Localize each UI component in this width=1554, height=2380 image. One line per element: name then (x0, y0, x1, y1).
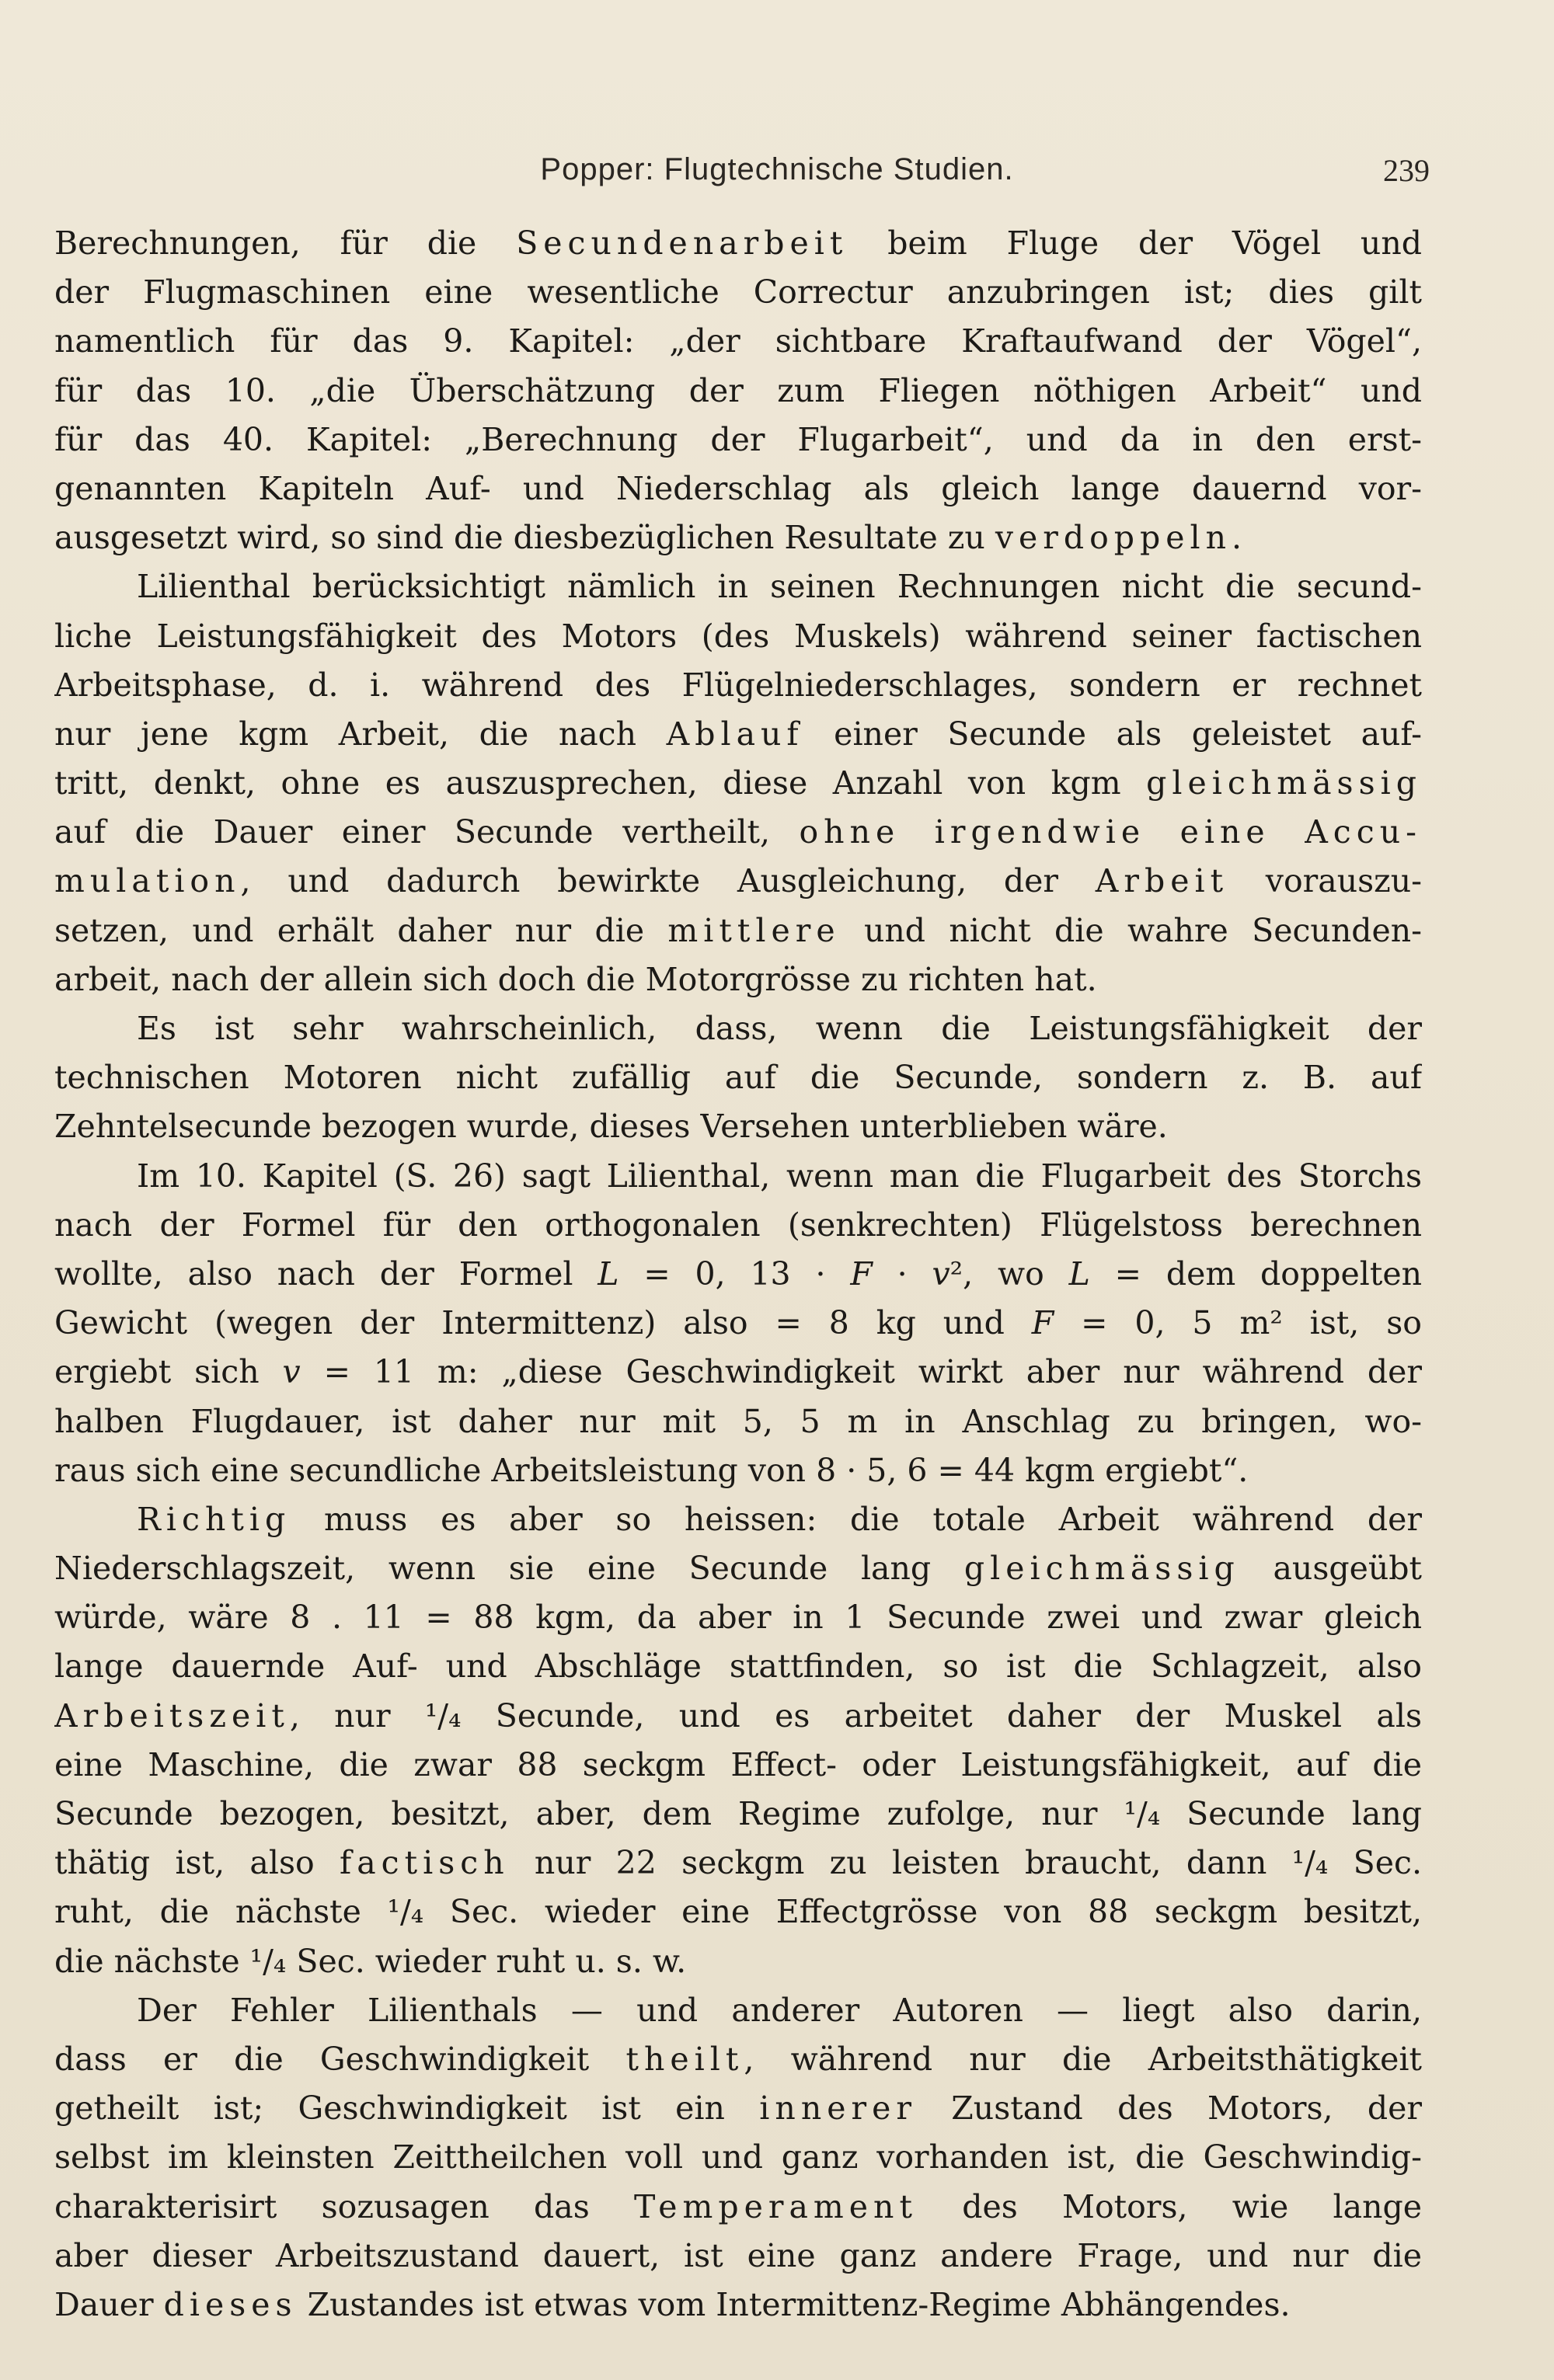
text-line: raus sich eine secundliche Arbeitsleistung von 8 · 5, 6 = 44 kgm ergiebt“. (54, 1451, 1249, 1489)
text-line: die nächste ¹/₄ Sec. wieder ruht u. s. w. (54, 1942, 687, 1980)
text-line: Im 10. Kapitel (S. 26) sagt Lilienthal, wenn man die Flugarbeit des Storchs (137, 1157, 1422, 1195)
text-line: wollte, also nach der Formel L = 0, 13 · F · v², wo L = dem doppelten (54, 1254, 1422, 1293)
running-title: Popper: Flugtechnische Studien. (540, 152, 1014, 186)
text-line: Zehntelsecunde bezogen wurde, dieses Versehen unterblieben wäre. (54, 1108, 1168, 1146)
text-line: Arbeitszeit, nur ¹/₄ Secunde, und es arbeitet daher der Muskel als (54, 1696, 1422, 1735)
text-line: Dauer dieses Zustandes ist etwas vom Intermittenz-Regime Abhängendes. (54, 2285, 1291, 2323)
text-line: lange dauernde Auf- und Abschläge stattfinden, so ist die Schlagzeit, also (54, 1648, 1422, 1686)
text-line: würde, wäre 8 . 11 = 88 kgm, da aber in 1 Secunde zwei und zwar gleich (54, 1599, 1422, 1637)
text-line: namentlich für das 9. Kapitel: „der sichtbare Kraftaufwand der Vögel“, (54, 322, 1422, 360)
text-line: für das 40. Kapitel: „Berechnung der Flugarbeit“, und da in den erst- (54, 420, 1422, 458)
text-line: genannten Kapiteln Auf- und Niederschlag als gleich lange dauernd vor- (54, 469, 1422, 507)
text-line: ruht, die nächste ¹/₄ Sec. wieder eine Effectgrösse von 88 seckgm besitzt, (54, 1893, 1422, 1931)
text-line: Berechnungen, für die Secundenarbeit beim Fluge der Vögel und (54, 224, 1422, 262)
text-line: auf die Dauer einer Secunde vertheilt, ohne irgendwie eine Accu- (54, 813, 1422, 851)
text-line: setzen, und erhält daher nur die mittlere und nicht die wahre Secunden- (54, 911, 1422, 949)
text-line: eine Maschine, die zwar 88 seckgm Effect- oder Leistungsfähigkeit, auf die (54, 1745, 1422, 1783)
text-line: getheilt ist; Geschwindigkeit ist ein innerer Zustand des Motors, der (54, 2089, 1422, 2128)
text-line: liche Leistungsfähigkeit des Motors (des Muskels) während seiner factischen (54, 617, 1422, 655)
text-line: mulation, und dadurch bewirkte Ausgleichung, der Arbeit vorauszu- (54, 862, 1422, 900)
text-line: Es ist sehr wahrscheinlich, dass, wenn die Leistungsfähigkeit der (137, 1010, 1422, 1047)
page-header (54, 152, 1500, 191)
text-line: dass er die Geschwindigkeit theilt, während nur die Arbeitsthätigkeit (54, 2040, 1422, 2078)
text-line: halben Flugdauer, ist daher nur mit 5, 5 m in Anschlag zu bringen, wo- (54, 1402, 1422, 1440)
text-line: Arbeitsphase, d. i. während des Flügelniederschlages, sondern er rechnet (54, 666, 1422, 704)
text-line: charakterisirt sozusagen das Temperament des Motors, wie lange (54, 2187, 1422, 2225)
text-line: Gewicht (wegen der Intermittenz) also = 8 kg und F = 0, 5 m² ist, so (54, 1304, 1422, 1342)
text-line: für das 10. „die Überschätzung der zum Fliegen nöthigen Arbeit“ und (54, 371, 1422, 409)
text-line: nach der Formel für den orthogonalen (senkrechten) Flügelstoss berechnen (54, 1206, 1422, 1244)
body-text (54, 219, 1422, 2330)
text-line: Richtig muss es aber so heissen: die totale Arbeit während der (137, 1500, 1422, 1538)
page-number: 239 (1383, 153, 1430, 188)
text-line: tritt, denkt, ohne es auszusprechen, diese Anzahl von kgm gleichmässig (54, 764, 1422, 802)
text-line: nur jene kgm Arbeit, die nach Ablauf einer Secunde als geleistet auf- (54, 715, 1422, 753)
text-line: Secunde bezogen, besitzt, aber, dem Regime zufolge, nur ¹/₄ Secunde lang (54, 1795, 1422, 1832)
text-line: arbeit, nach der allein sich doch die Motorgrösse zu richten hat. (54, 960, 1097, 998)
text-line: Lilienthal berücksichtigt nämlich in seinen Rechnungen nicht die secund- (137, 568, 1422, 606)
text-line: aber dieser Arbeitszustand dauert, ist eine ganz andere Frage, und nur die (54, 2236, 1422, 2274)
text-line: ausgesetzt wird, so sind die diesbezüglichen Resultate zu verdoppeln. (54, 519, 1242, 557)
text-line: Der Fehler Lilienthals — und anderer Autoren — liegt also darin, (137, 1991, 1422, 2029)
text-line: Niederschlagszeit, wenn sie eine Secunde lang gleichmässig ausgeübt (54, 1550, 1422, 1588)
text-line: der Flugmaschinen eine wesentliche Correctur anzubringen ist; dies gilt (54, 273, 1422, 311)
text-line: technischen Motoren nicht zufällig auf die Secunde, sondern z. B. auf (54, 1059, 1422, 1097)
text-line: selbst im kleinsten Zeittheilchen voll und ganz vorhanden ist, die Geschwindig- (54, 2138, 1422, 2176)
text-line: ergiebt sich v = 11 m: „diese Geschwindigkeit wirkt aber nur während der (54, 1353, 1422, 1391)
text-line: thätig ist, also factisch nur 22 seckgm zu leisten braucht, dann ¹/₄ Sec. (54, 1844, 1422, 1882)
